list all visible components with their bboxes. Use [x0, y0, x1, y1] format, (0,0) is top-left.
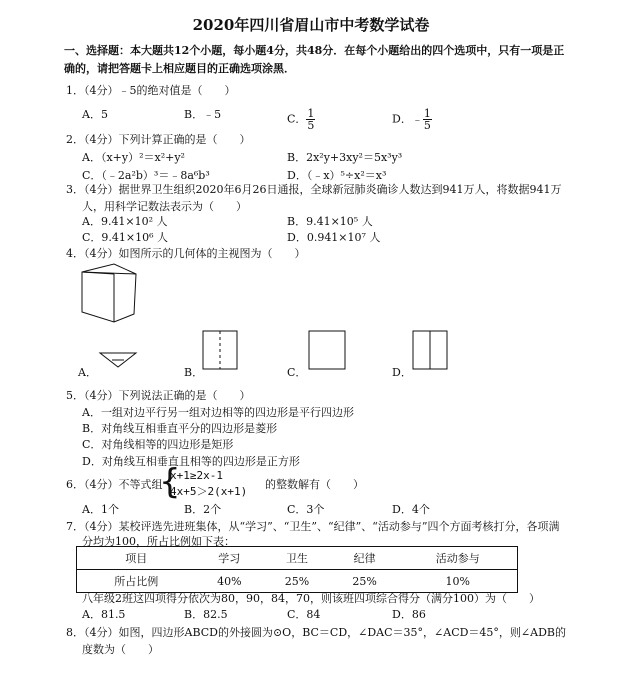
q1-option-c [287, 108, 315, 131]
q1-option-d-label: D．﹣ [392, 112, 423, 126]
q6-inequality-2: 4x+5＞2(x+1) [170, 485, 248, 498]
q5-option-c: C．对角线相等的四边形是矩形 [82, 438, 234, 451]
q3-option-a: A．9.41×10² 人 [82, 215, 168, 228]
q4-option-d: D． [392, 366, 412, 379]
q7-score-table [76, 546, 518, 593]
q3-stem-line1: 3．（4分）据世界卫生组织2020年6月26日通报，全球新冠肺炎确诊人数达到941万人，将数据941万 [66, 183, 562, 196]
q2-option-d: D．（﹣x）⁵÷x²＝x³ [287, 169, 387, 182]
q6-brace: { [159, 462, 181, 502]
q7-option-b: B．82.5 [184, 608, 228, 621]
table-header-cell: 活动参与 [398, 547, 517, 570]
q2-stem: 2．（4分）下列计算正确的是（ ） [66, 133, 251, 146]
q6-stem-pre: 6．（4分）不等式组 [66, 478, 163, 491]
q4-option-d-rect-split [412, 330, 452, 372]
q3-stem-line2: 人，用科学记数法表示为（ ） [82, 200, 247, 213]
q1-option-d [392, 108, 432, 131]
q5-option-b: B．对角线互相垂直平分的四边形是菱形 [82, 422, 278, 435]
fraction-numerator: 1 [423, 107, 431, 120]
table-cell: 10% [398, 570, 517, 593]
fraction-denominator: 5 [307, 119, 315, 132]
q6-option-a: A．1个 [82, 503, 119, 516]
q1-option-c-fraction [306, 108, 315, 131]
table-header-cell: 项目 [77, 547, 196, 570]
q8-stem-line2: 度数为（ ） [82, 643, 159, 656]
q1-stem: 1．（4分）﹣5的绝对值是（ ） [66, 84, 236, 97]
q4-option-c-rect [308, 330, 348, 372]
table-header-row [77, 547, 518, 570]
table-cell: 40% [195, 570, 263, 593]
q3-option-b: B．9.41×10⁵ 人 [287, 215, 373, 228]
table-row [77, 570, 518, 593]
page-title: 2020年四川省眉山市中考数学试卷 [192, 16, 430, 34]
q2-option-b: B．2x²y+3xy²＝5x³y³ [287, 151, 403, 164]
q1-option-d-fraction [423, 108, 432, 131]
q6-option-c: C．3个 [287, 503, 325, 516]
prism-solid-figure [80, 262, 140, 324]
q7-option-a: A．81.5 [82, 608, 126, 621]
q4-option-b: B． [184, 366, 204, 379]
section-instructions-line2: 确的，请把答题卡上相应题目的正确选项涂黑． [64, 62, 295, 75]
section-instructions-line1: 一、选择题：本大题共12个小题，每小题4分，共48分．在每个小题给出的四个选项中，只有一项是正 [64, 44, 565, 57]
q1-option-a: A．5 [82, 108, 108, 121]
q7-option-c: C．84 [287, 608, 321, 621]
table-header-cell: 卫生 [263, 547, 331, 570]
q2-option-c: C．（﹣2a²b）³＝﹣8a⁶b³ [82, 169, 210, 182]
q1-option-b: B．﹣5 [184, 108, 222, 121]
q6-stem-post: 的整数解有（ ） [265, 478, 364, 491]
q6-option-d: D．4个 [392, 503, 430, 516]
table-cell: 25% [263, 570, 331, 593]
q3-option-d: D．0.941×10⁷ 人 [287, 231, 381, 244]
q7-stem-line1: 7．（4分）某校评选先进班集体，从“学习”、“卫生”、“纪律”、“活动参与”四个方面考核打分，各项满 [66, 520, 560, 533]
q4-option-b-rect-dashed [202, 330, 240, 372]
q2-option-a: A．（x+y）²＝x²+y² [82, 151, 185, 164]
q6-option-b: B．2个 [184, 503, 222, 516]
fraction-denominator: 5 [423, 119, 431, 132]
q4-option-a-triangle [98, 350, 138, 370]
q7-stem-line2: 分均为100，所占比例如下表： [82, 535, 235, 548]
table-cell: 25% [331, 570, 399, 593]
table-header-cell: 学习 [195, 547, 263, 570]
q5-stem: 5．（4分）下列说法正确的是（ ） [66, 389, 251, 402]
q6-inequality-1: x+1≥2x-1 [170, 469, 223, 482]
fraction-numerator: 1 [307, 107, 315, 120]
q4-option-c: C． [287, 366, 307, 379]
table-header-cell: 纪律 [331, 547, 399, 570]
table-cell: 所占比例 [77, 570, 196, 593]
q7-option-d: D．86 [392, 608, 426, 621]
q5-option-a: A．一组对边平行另一组对边相等的四边形是平行四边形 [82, 406, 354, 419]
q7-stem-line3: 八年级2班这四项得分依次为80，90，84，70，则该班四项综合得分（满分100）为（ ） [82, 592, 540, 605]
q4-option-a: A． [78, 366, 97, 379]
q5-option-d: D．对角线互相垂直且相等的四边形是正方形 [82, 455, 300, 468]
q4-stem: 4．（4分）如图所示的几何体的主视图为（ ） [66, 247, 306, 260]
q3-option-c: C．9.41×10⁶ 人 [82, 231, 169, 244]
q8-stem-line1: 8．（4分）如图，四边形ABCD的外接圆为⊙O，BC＝CD，∠DAC＝35°，∠ACD＝45°，则∠ADB的 [66, 626, 566, 639]
q1-option-c-label: C． [287, 112, 307, 126]
